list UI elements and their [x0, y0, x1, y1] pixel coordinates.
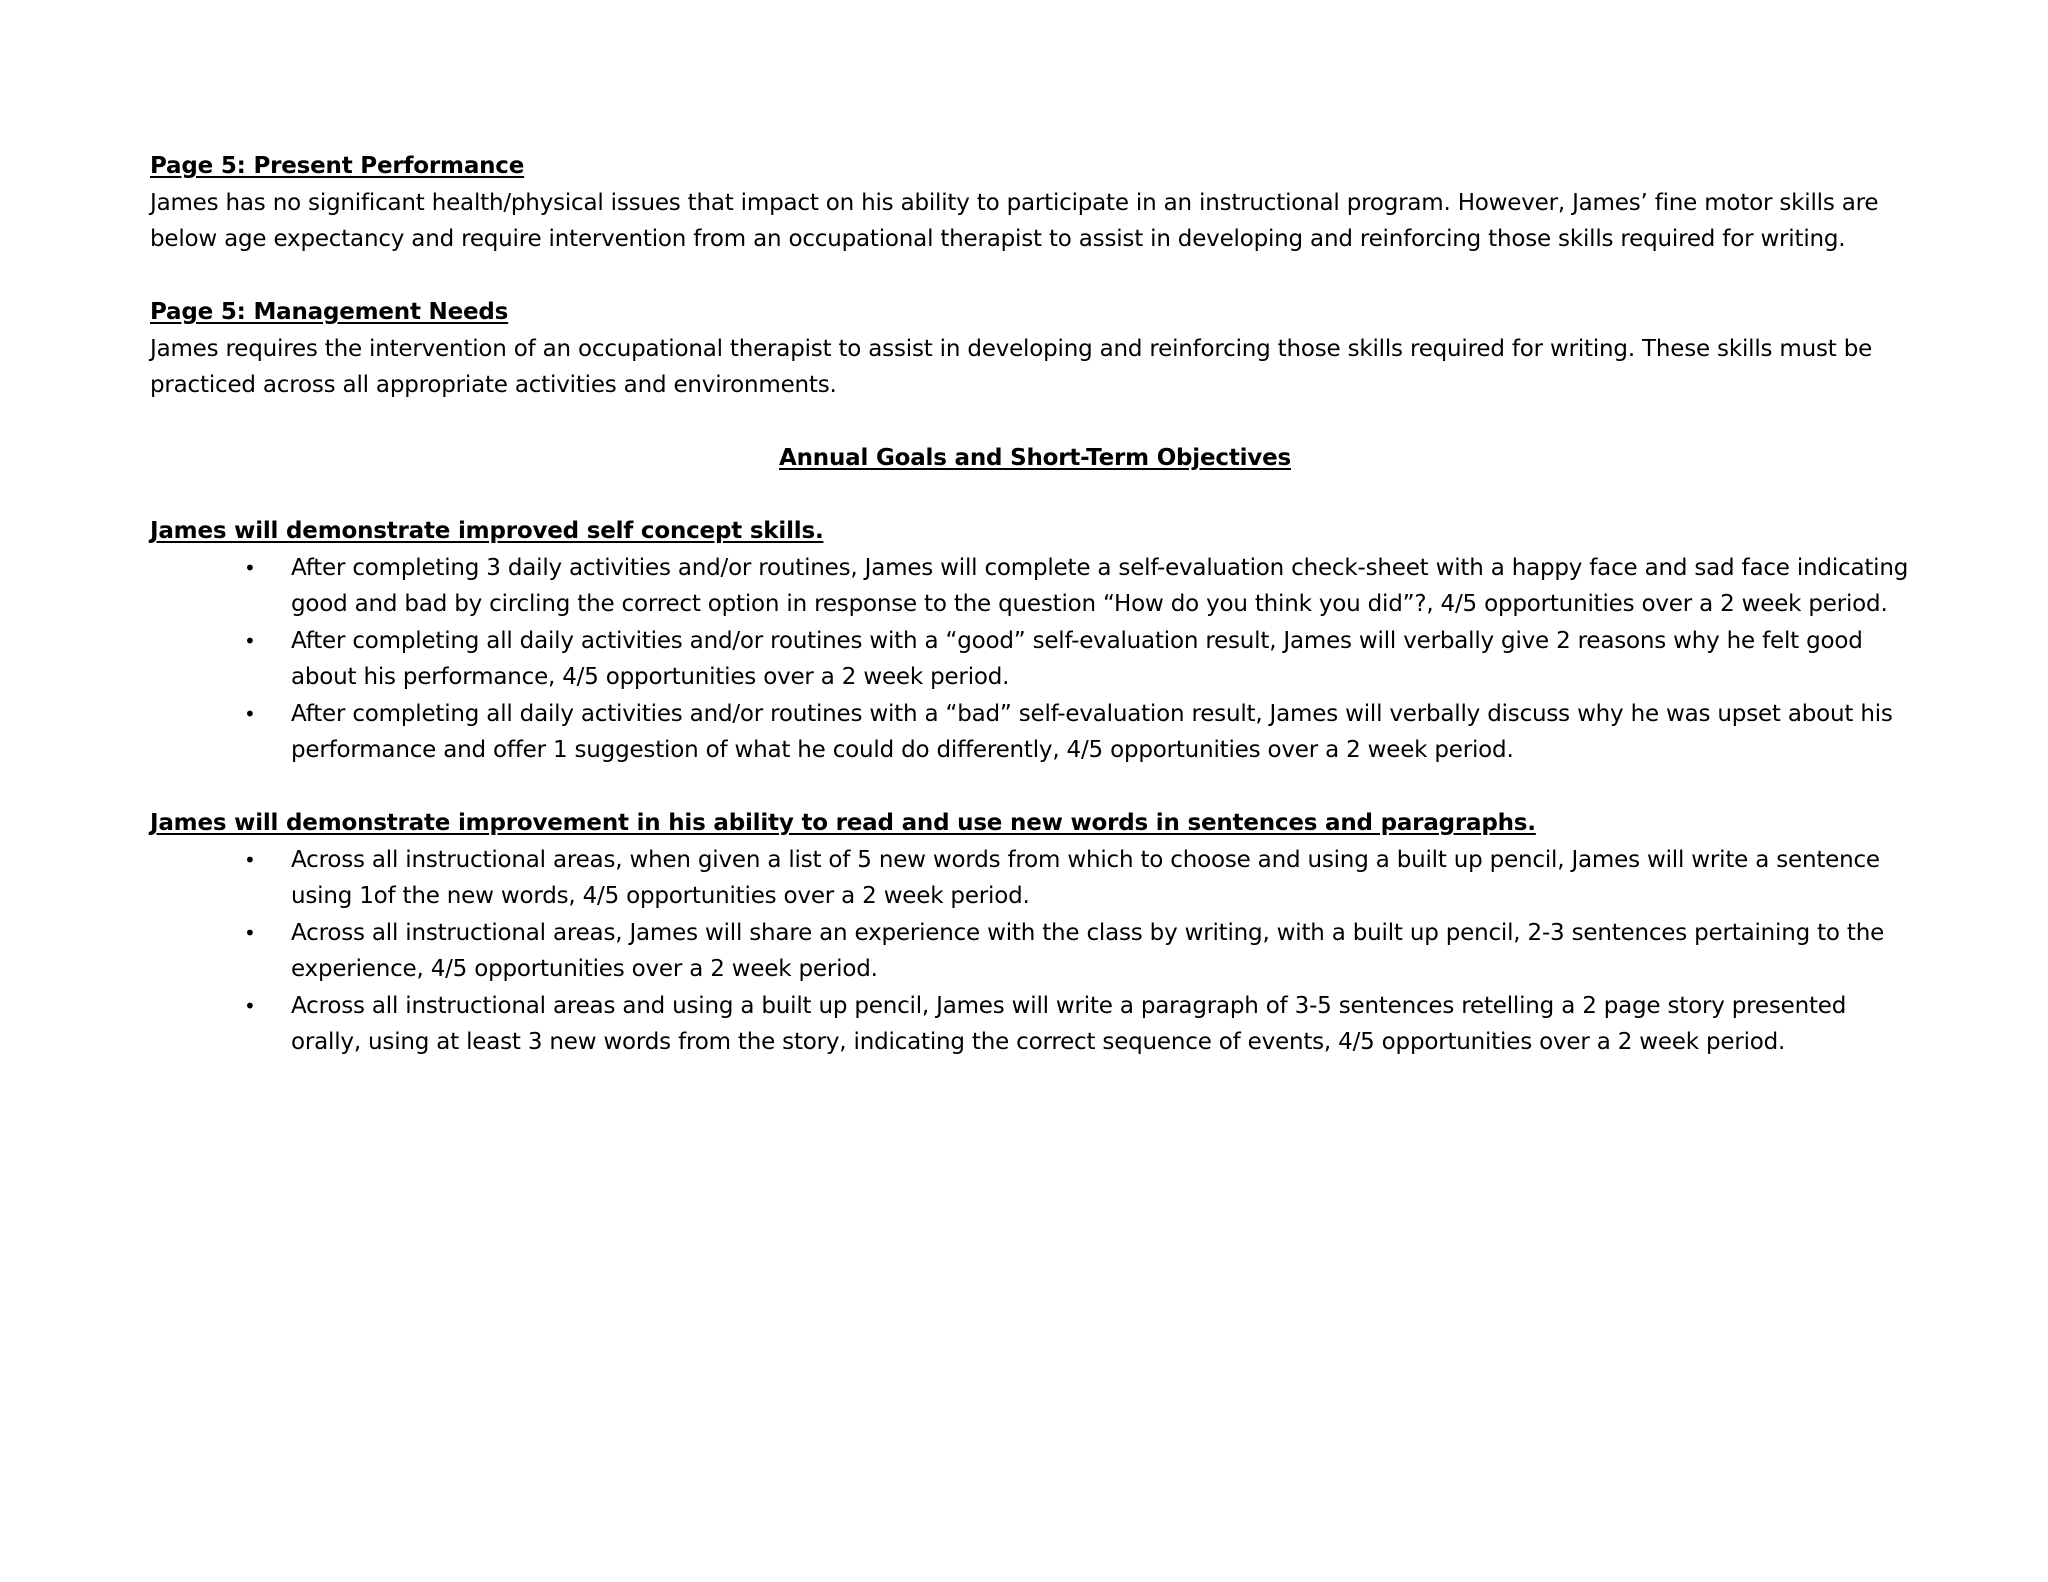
objective-list [150, 550, 1920, 769]
spacer [150, 258, 1920, 295]
goal-block [150, 805, 1920, 1061]
objective-item [150, 915, 1920, 988]
objective-item [150, 623, 1920, 696]
bullet-icon: • [244, 920, 256, 945]
objective-item [150, 988, 1920, 1061]
goal-block [150, 513, 1920, 769]
objective-text: After completing 3 daily activities and/or routines, James will complete a self-evaluation check-sheet with a happy face and sad face indicating good and bad by circling the correct option in response to the question “How do you think you did”?, 4/5 opportunities over a 2 week period. [291, 554, 1909, 617]
objective-text: Across all instructional areas and using a built up pencil, James will write a paragraph of 3-5 sentences retelling a 2 page story presented orally, using at least 3 new words from the story, indicating the correct sequence of events, 4/5 opportunities over a 2 week period. [291, 992, 1847, 1055]
spacer [150, 404, 1920, 441]
present-performance-heading: Page 5: Present Performance [150, 153, 525, 179]
bullet-icon: • [244, 993, 256, 1018]
document-page [150, 148, 1920, 1061]
goal-heading: James will demonstrate improvement in his ability to read and use new words in sentences and paragraphs. [150, 810, 1536, 836]
spacer [150, 477, 1920, 514]
objective-text: After completing all daily activities and/or routines with a “good” self-evaluation result, James will verbally give 2 reasons why he felt good about his performance, 4/5 opportunities over a 2 week period. [291, 627, 1863, 690]
goals-section-title: Annual Goals and Short-Term Objectives [779, 445, 1291, 471]
objective-item [150, 550, 1920, 623]
objective-text: After completing all daily activities and/or routines with a “bad” self-evaluation result, James will verbally discuss why he was upset about his performance and offer 1 suggestion of what he could do differently, 4/5 opportunities over a 2 week period. [291, 700, 1893, 763]
bullet-icon: • [244, 555, 256, 580]
present-performance-text: James has no significant health/physical issues that impact on his ability to participate in an instructional program. However, James’ fine motor skills are below age expectancy and require intervention from an occupational therapist to assist in developing and reinforcing those skills required for writing. [150, 189, 1879, 252]
objective-list [150, 842, 1920, 1061]
objective-item [150, 842, 1920, 915]
management-needs-heading: Page 5: Management Needs [150, 299, 509, 325]
spacer [150, 769, 1920, 806]
objective-text: Across all instructional areas, when given a list of 5 new words from which to choose and using a built up pencil, James will write a sentence using 1of the new words, 4/5 opportunities over a 2 week period. [291, 846, 1880, 909]
management-needs-text: James requires the intervention of an occupational therapist to assist in developing and reinforcing those skills required for writing. These skills must be practiced across all appropriate activities and environments. [150, 335, 1873, 398]
bullet-icon: • [244, 701, 256, 726]
goal-heading: James will demonstrate improved self concept skills. [150, 518, 824, 544]
objective-text: Across all instructional areas, James will share an experience with the class by writing, with a built up pencil, 2-3 sentences pertaining to the experience, 4/5 opportunities over a 2 week period. [291, 919, 1885, 982]
objective-item [150, 696, 1920, 769]
bullet-icon: • [244, 628, 256, 653]
bullet-icon: • [244, 847, 256, 872]
